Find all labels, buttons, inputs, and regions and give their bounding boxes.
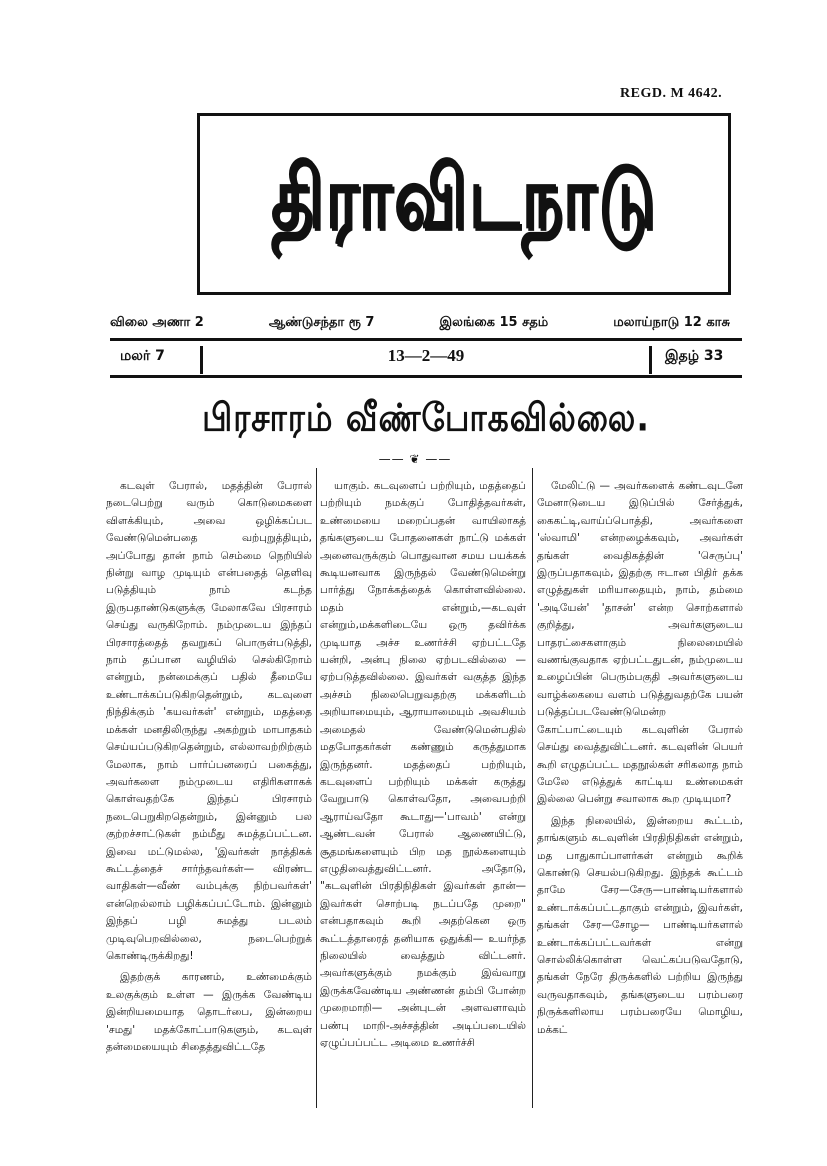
article-headline: பிரசாரம் வீண்போகவில்லை.: [202, 394, 650, 440]
malaya-price: மலாய்நாடு 12 காசு: [613, 315, 730, 330]
column-rule: [532, 468, 533, 1108]
article-column-1: [106, 478, 312, 1118]
masthead-box: [197, 113, 731, 295]
paragraph: யாகும். கடவுளைப் பற்றியும், மதத்தைப் பற்றியும் நமக்குப் போதித்தவர்கள், உண்மையை மறைப்பதன் வாயிலாகத் தங்களுடைய போதனைகள் நாட்டு மக்கள் அனைவருக்கும் பொதுவான சமய பயக்கக் கூடியனவாக இருந்தல் வேண்டுமென்று பார்த்து நோக்கத்தைக் கொள்ளவில்லை. மதம் என்றும்,—கடவுள் என்றும்,மக்களிடையே ஒரு தவிர்க்க முடியாத அச்ச உணர்ச்சி ஏற்பட்டதே யன்றி, அன்பு நிலை ஏற்படவில்லை — ஏற்படுத்தவில்லை. இவர்கள் வகுத்த இந்த அச்சம் நிலைபெறுவதற்கு மக்களிடம் அறியாமையும், ஆராயாமையும் அவசியம் அமைதல் வேண்டுமென்பதில் மதபோதகர்கள் கண்ணும் கருத்துமாக இருந்தனர். மதத்தைப் பற்றியும், கடவுளைப் பற்றியும் மக்கள் கருத்து வேறுபாடு கொள்வதோ, அவைபற்றி ஆராய்வதோ கூடாது—'பாவம்' என்று ஆண்டவன் பேரால் ஆணையிட்டு, சூதமங்களையும் பிற மத நூல்களையும் எழுதிவைத்துவிட்டனர். அதோடு, "கடவுளின் பிரதிநிதிகள் இவர்கள் தான்—இவர்கள் சொற்படி நடப்பதே முறை" என்பதாகவும் கூறி அதற்கென ஒரு கூட்டத்தாரைத் தனியாக ஒதுக்கி— உயர்ந்த நிலையில் வைத்தும் விட்டனர். அவர்களுக்கும் நமக்கும் இவ்வாறு இருக்கவேண்டிய அண்ணன் தம்பி போன்ற முறைமாறி— அன்புடன் அளவளாவும் பண்பு மாறி-அச்சத்தின் அடிப்படையில் ஏழுப்பப்பட்ட அடிமை உணர்ச்சி: [320, 480, 526, 1049]
single-copy-price: விலை அணா 2: [110, 315, 204, 330]
registration-number: REGD. M 4642.: [620, 86, 723, 101]
paragraph: இதற்குக் காரணம், உண்மைக்கும் உலகுக்கும் உள்ள — இருக்க வேண்டிய இன்றியமையாத தொடர்பை, இன்றைய 'சமது' மதக்கோட்பாடுகளும், கடவுள் தன்மையையும் சிதைத்துவிட்டதே: [106, 971, 312, 1053]
article-column-2: [320, 478, 526, 1118]
paragraph: மேலிட்டு — அவர்களைக் கண்டவுடனே மேனாடுடைய இடுப்பில் சேர்த்துக், கைகட்டி,வாய்ப்பொத்தி, அவர்களை 'ஸ்வாமி' என்றழைக்கவும், அவர்கள் தங்கள் வைதிகத்தின் 'செருப்பு' இருப்பதாகவும், இதற்கு ஈடான பிதிர் தக்க எழுத்துகள் மரியாதையும், நாம், தம்மை 'அடியேன்' 'தாசன்' என்ற சொற்களால் குறித்து, அவர்களுடைய பாதரட்சைகளாகும் நிலைமையில் வணங்குவதாக ஏற்பட்டதுடன், நம்முடைய உழைப்பின் பெரும்பகுதி அவர்களுடைய வாழ்க்கையை வளம் படுத்துவதற்கே பயன் படுத்தப்படவேண்டுமென்ற கோட்பாட்டையும் கடவுளின் பேரால் செய்து வைத்துவிட்டனர். கடவுளின் பெயர் கூறி எழுதப்பட்ட மதநூல்கள் சரிகலாத நாம் மேலே எடுத்துக் காட்டிய உண்மைகள் இல்லை பென்று சவாலாக கூற முடியுமா?: [537, 480, 743, 806]
price-info-strip: [110, 312, 730, 334]
issue-number: இதழ் 33: [665, 348, 724, 364]
paragraph: கடவுள் பேரால், மதத்தின் பேரால் நடைபெற்று வரும் கொடுமைகளை விளக்கியும், அவை ஒழிக்கப்பட வேண்டுமென்பதை வற்புறுத்தியும், அப்போது தான் நாம் செம்மை நெறியில் நின்று வாழ முடியும் என்பதைத் தெளிவு படுத்தியும் நாம் கடந்த இருபதாண்டுகளுக்கு மேலாகவே பிரசாரம் செய்து வருகிறோம். நம்முடைய இந்தப் பிரசாரத்தைத் தவறுகப் பொருள்படுத்தி, நாம் தப்பான வழியில் செல்கிறோம் என்றும், நன்மைக்குப் பதில் தீமையே உண்டாக்கப்படுகிறதென்றும், கடவுளை நிந்திக்கும் 'கயவர்கள்' என்றும், மதத்தை மக்கள் மனதிலிருந்து அகற்றும் மாபாதகம் செய்யப்படுகிறதென்றும், எல்லாவற்றிற்கும் மேலாக, நாம் பார்ப்பனரைப் பகைத்து, அவர்களை நம்முடைய எதிரிகளாகக் கொள்வதற்கே இந்தப் பிரசாரம் நடைபெறுகிறதென்றும், இன்னும் பல குற்றச்சாட்டுகள் நம்மீது சுமத்தப்பட்டன. இவை மட்டுமல்ல, 'இவர்கள் நாத்திகக் கூட்டத்தைச் சார்ந்தவர்கள்— விரண்ட வாதிகள்—வீண் வம்புக்கு நிற்பவர்கள்' என்றெல்லாம் பழிக்கப்பட்டோம். இன்னும் இந்தப் பழி சுமத்து படலம் முடிவுபெறவில்லை, நடைபெற்றுக் கொண்டிருக்கிறது!: [106, 480, 312, 962]
paragraph: இந்த நிலையில், இன்றைய கூட்டம், தாங்களும் கடவுளின் பிரதிநிதிகள் என்றும், மத பாதுகாப்பாளர்கள் என்றும் கூறிக் கொண்டு செயல்படுகிறது. இந்தக் கூட்டம் தாமே சேர—சேரு—பாண்டியர்களால் உண்டாக்கப்பட்டதாகும் என்றும், இவர்கள், தங்கள் சேர—சோழ— பாண்டியர்களால் உண்டாக்கப்பட்டவர்கள் என்று சொல்லிக்கொள்ள வெட்கப்படுவதோடு, தங்கள் நேரே திருக்களில் பற்றிய இருந்து வருவதாகவும், தங்களுடைய பரம்பரை நிருக்களிலாய பரம்பரையே மொழிய, மக்கட்: [537, 814, 743, 1036]
ornament-divider: —— ❦ ——: [378, 452, 452, 466]
ceylon-price: இலங்கை 15 சதம்: [439, 315, 549, 330]
annual-subscription: ஆண்டுசந்தா ரூ 7: [268, 315, 375, 330]
masthead-title: திராவிடநாடு: [270, 148, 658, 249]
article-column-3: [537, 478, 743, 1118]
volume-label: மலர் 7: [120, 348, 165, 364]
issue-date: 13—2—49: [200, 346, 652, 374]
column-rule: [316, 468, 317, 1108]
issue-bar: [110, 338, 742, 378]
